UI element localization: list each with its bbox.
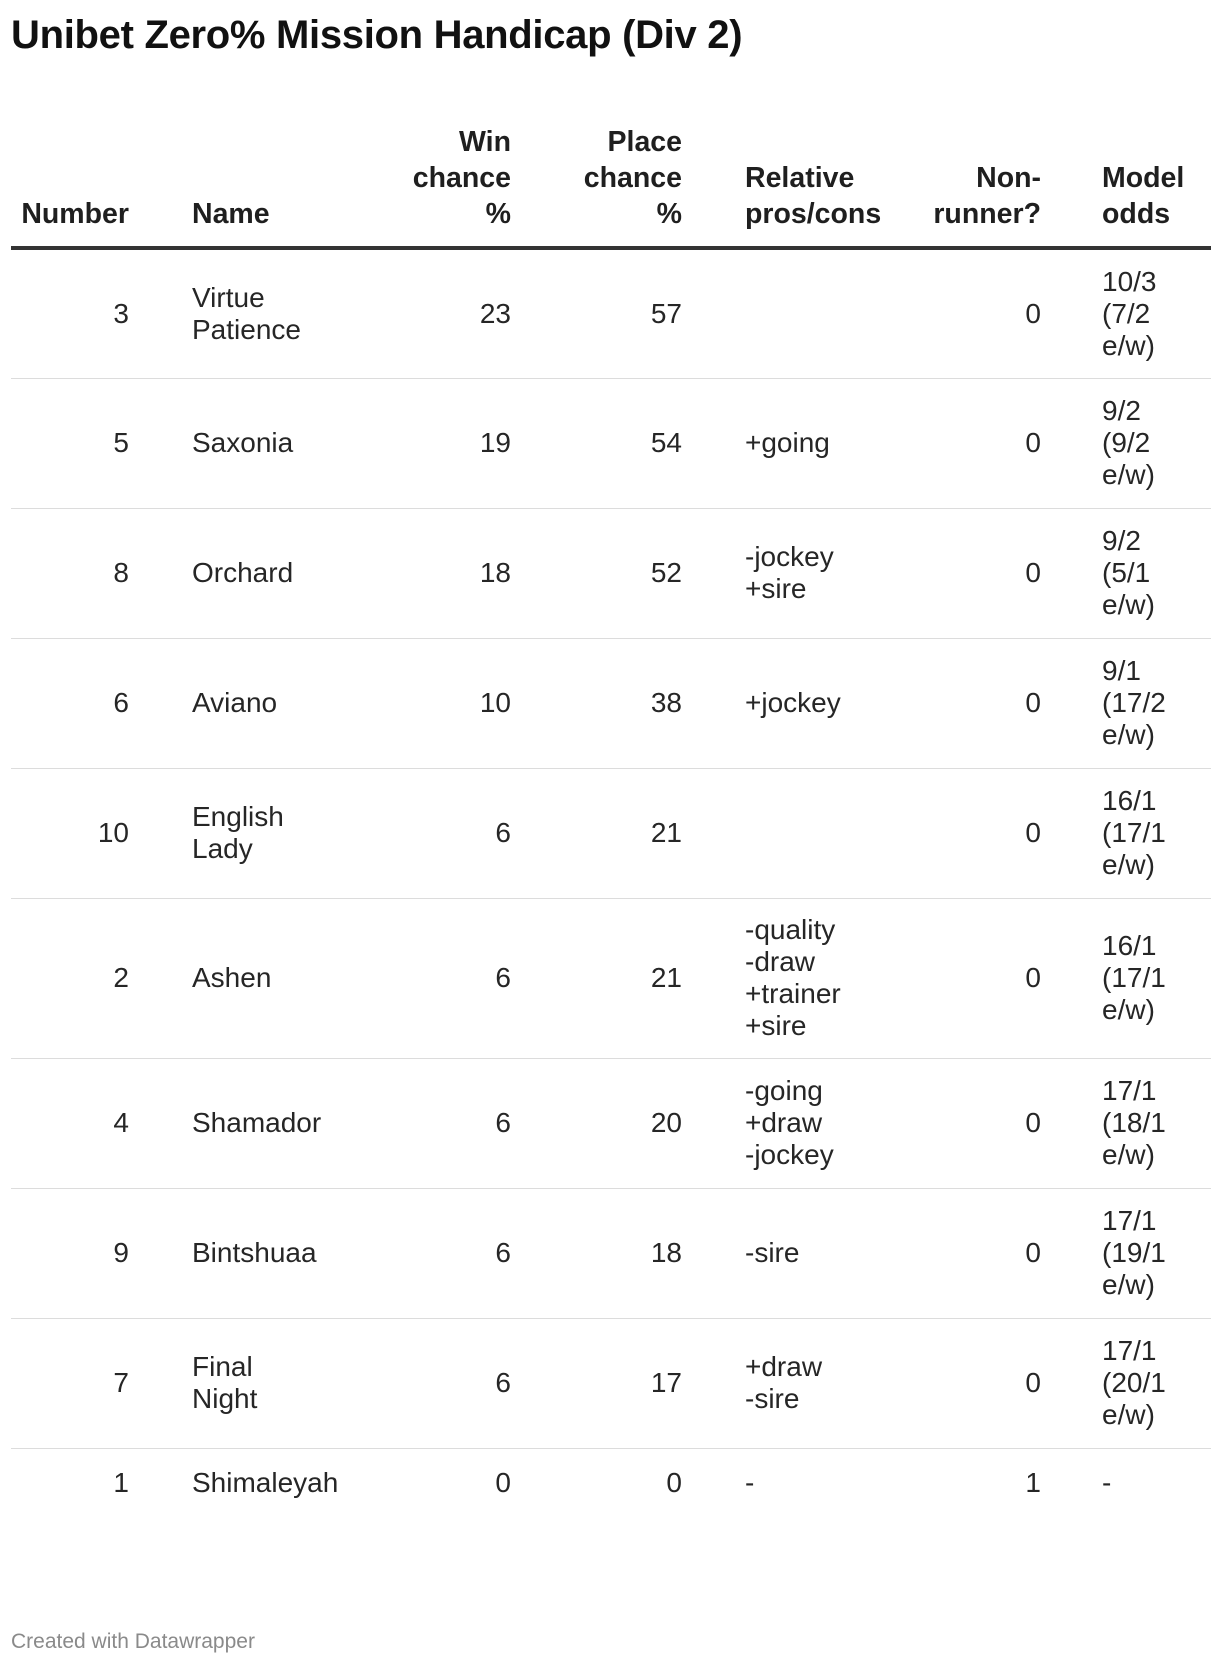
table-row bbox=[11, 1188, 1211, 1318]
cell-model-odds: 17/1 (20/1 e/w) bbox=[1041, 1318, 1211, 1448]
cell-place-chance: 57 bbox=[511, 248, 682, 378]
cell-non-runner: 1 bbox=[1025, 1467, 1041, 1499]
cell-number: 1 bbox=[113, 1467, 129, 1499]
cell-win-chance: 23 bbox=[304, 248, 511, 378]
table-header-row bbox=[11, 112, 1211, 248]
column-header-pros-cons[interactable]: Relative pros/cons bbox=[682, 112, 886, 248]
cell-non-runner: 0 bbox=[886, 508, 1041, 638]
cell-non-runner: 0 bbox=[886, 898, 1041, 1058]
cell-pros-cons bbox=[682, 248, 886, 378]
table-row bbox=[11, 898, 1211, 1058]
cell-number: 4 bbox=[11, 1058, 129, 1188]
cell-non-runner: 0 bbox=[886, 638, 1041, 768]
cell-pros-cons: +jockey bbox=[682, 638, 886, 768]
cell-non-runner: 0 bbox=[886, 378, 1041, 508]
cell-model-odds: - bbox=[1102, 1467, 1112, 1499]
table-body bbox=[11, 248, 1211, 1518]
cell-non-runner: 0 bbox=[886, 768, 1041, 898]
cell-non-runner: 0 bbox=[886, 248, 1041, 378]
cell-place-chance: 20 bbox=[511, 1058, 682, 1188]
cell-place-chance: 18 bbox=[511, 1188, 682, 1318]
cell-win-chance: 6 bbox=[304, 1318, 511, 1448]
cell-model-odds: 9/2 (5/1 e/w) bbox=[1041, 508, 1211, 638]
cell-non-runner: 0 bbox=[886, 1318, 1041, 1448]
cell-name: Aviano bbox=[129, 638, 304, 768]
table-row bbox=[11, 248, 1211, 378]
column-header-name[interactable]: Name bbox=[129, 112, 304, 248]
cell-model-odds: 16/1 (17/1 e/w) bbox=[1041, 768, 1211, 898]
cell-win-chance: 0 bbox=[495, 1467, 511, 1499]
cell-win-chance: 19 bbox=[304, 378, 511, 508]
cell-number: 7 bbox=[11, 1318, 129, 1448]
cell-name: Bintshuaa bbox=[129, 1188, 304, 1318]
cell-pros-cons: -sire bbox=[682, 1188, 886, 1318]
cell-place-chance: 17 bbox=[511, 1318, 682, 1448]
footer-credit[interactable]: Created with Datawrapper bbox=[11, 1630, 255, 1653]
cell-model-odds: 16/1 (17/1 e/w) bbox=[1041, 898, 1211, 1058]
cell-name: Shimaleyah bbox=[192, 1467, 339, 1499]
cell-place-chance: 21 bbox=[511, 898, 682, 1058]
cell-non-runner: 0 bbox=[886, 1058, 1041, 1188]
cell-win-chance: 6 bbox=[304, 1058, 511, 1188]
cell-number: 10 bbox=[11, 768, 129, 898]
cell-place-chance: 0 bbox=[666, 1467, 682, 1499]
cell-name: English Lady bbox=[129, 768, 304, 898]
column-header-number[interactable]: Number bbox=[11, 112, 129, 248]
cell-number: 6 bbox=[11, 638, 129, 768]
cell-number: 5 bbox=[11, 378, 129, 508]
column-header-place-chance[interactable]: Place chance % bbox=[511, 112, 682, 248]
cell-model-odds: 17/1 (18/1 e/w) bbox=[1041, 1058, 1211, 1188]
table-row bbox=[11, 508, 1211, 638]
cell-pros-cons: +going bbox=[682, 378, 886, 508]
table-row bbox=[11, 1448, 1211, 1518]
cell-place-chance: 54 bbox=[511, 378, 682, 508]
cell-win-chance: 18 bbox=[304, 508, 511, 638]
cell-name: Shamador bbox=[129, 1058, 304, 1188]
cell-model-odds: 17/1 (19/1 e/w) bbox=[1041, 1188, 1211, 1318]
cell-model-odds: 9/1 (17/2 e/w) bbox=[1041, 638, 1211, 768]
cell-number: 8 bbox=[11, 508, 129, 638]
table-row bbox=[11, 638, 1211, 768]
cell-name: Ashen bbox=[129, 898, 304, 1058]
cell-win-chance: 6 bbox=[304, 768, 511, 898]
column-header-model-odds[interactable]: Model odds bbox=[1041, 112, 1211, 248]
cell-place-chance: 21 bbox=[511, 768, 682, 898]
table-row bbox=[11, 1058, 1211, 1188]
runners-table bbox=[11, 112, 1211, 1518]
cell-name: Orchard bbox=[129, 508, 304, 638]
cell-name: Final Night bbox=[129, 1318, 304, 1448]
cell-place-chance: 52 bbox=[511, 508, 682, 638]
cell-name: Saxonia bbox=[129, 378, 304, 508]
cell-win-chance: 6 bbox=[304, 1188, 511, 1318]
table-row bbox=[11, 378, 1211, 508]
cell-pros-cons: -quality -draw +trainer +sire bbox=[682, 898, 886, 1058]
cell-number: 3 bbox=[11, 248, 129, 378]
cell-win-chance: 6 bbox=[304, 898, 511, 1058]
cell-name: Virtue Patience bbox=[129, 248, 304, 378]
cell-pros-cons: -jockey +sire bbox=[682, 508, 886, 638]
cell-pros-cons bbox=[682, 768, 886, 898]
cell-win-chance: 10 bbox=[304, 638, 511, 768]
cell-number: 2 bbox=[11, 898, 129, 1058]
table-row bbox=[11, 1318, 1211, 1448]
cell-pros-cons: +draw -sire bbox=[682, 1318, 886, 1448]
cell-pros-cons: -going +draw -jockey bbox=[682, 1058, 886, 1188]
page-title: Unibet Zero% Mission Handicap (Div 2) bbox=[11, 13, 743, 57]
cell-model-odds: 10/3 (7/2 e/w) bbox=[1041, 248, 1211, 378]
cell-non-runner: 0 bbox=[886, 1188, 1041, 1318]
cell-number: 9 bbox=[11, 1188, 129, 1318]
cell-pros-cons: - bbox=[745, 1467, 755, 1499]
table-row bbox=[11, 768, 1211, 898]
column-header-non-runner[interactable]: Non- runner? bbox=[886, 112, 1041, 248]
cell-place-chance: 38 bbox=[511, 638, 682, 768]
column-header-win-chance[interactable]: Win chance % bbox=[304, 112, 511, 248]
cell-model-odds: 9/2 (9/2 e/w) bbox=[1041, 378, 1211, 508]
